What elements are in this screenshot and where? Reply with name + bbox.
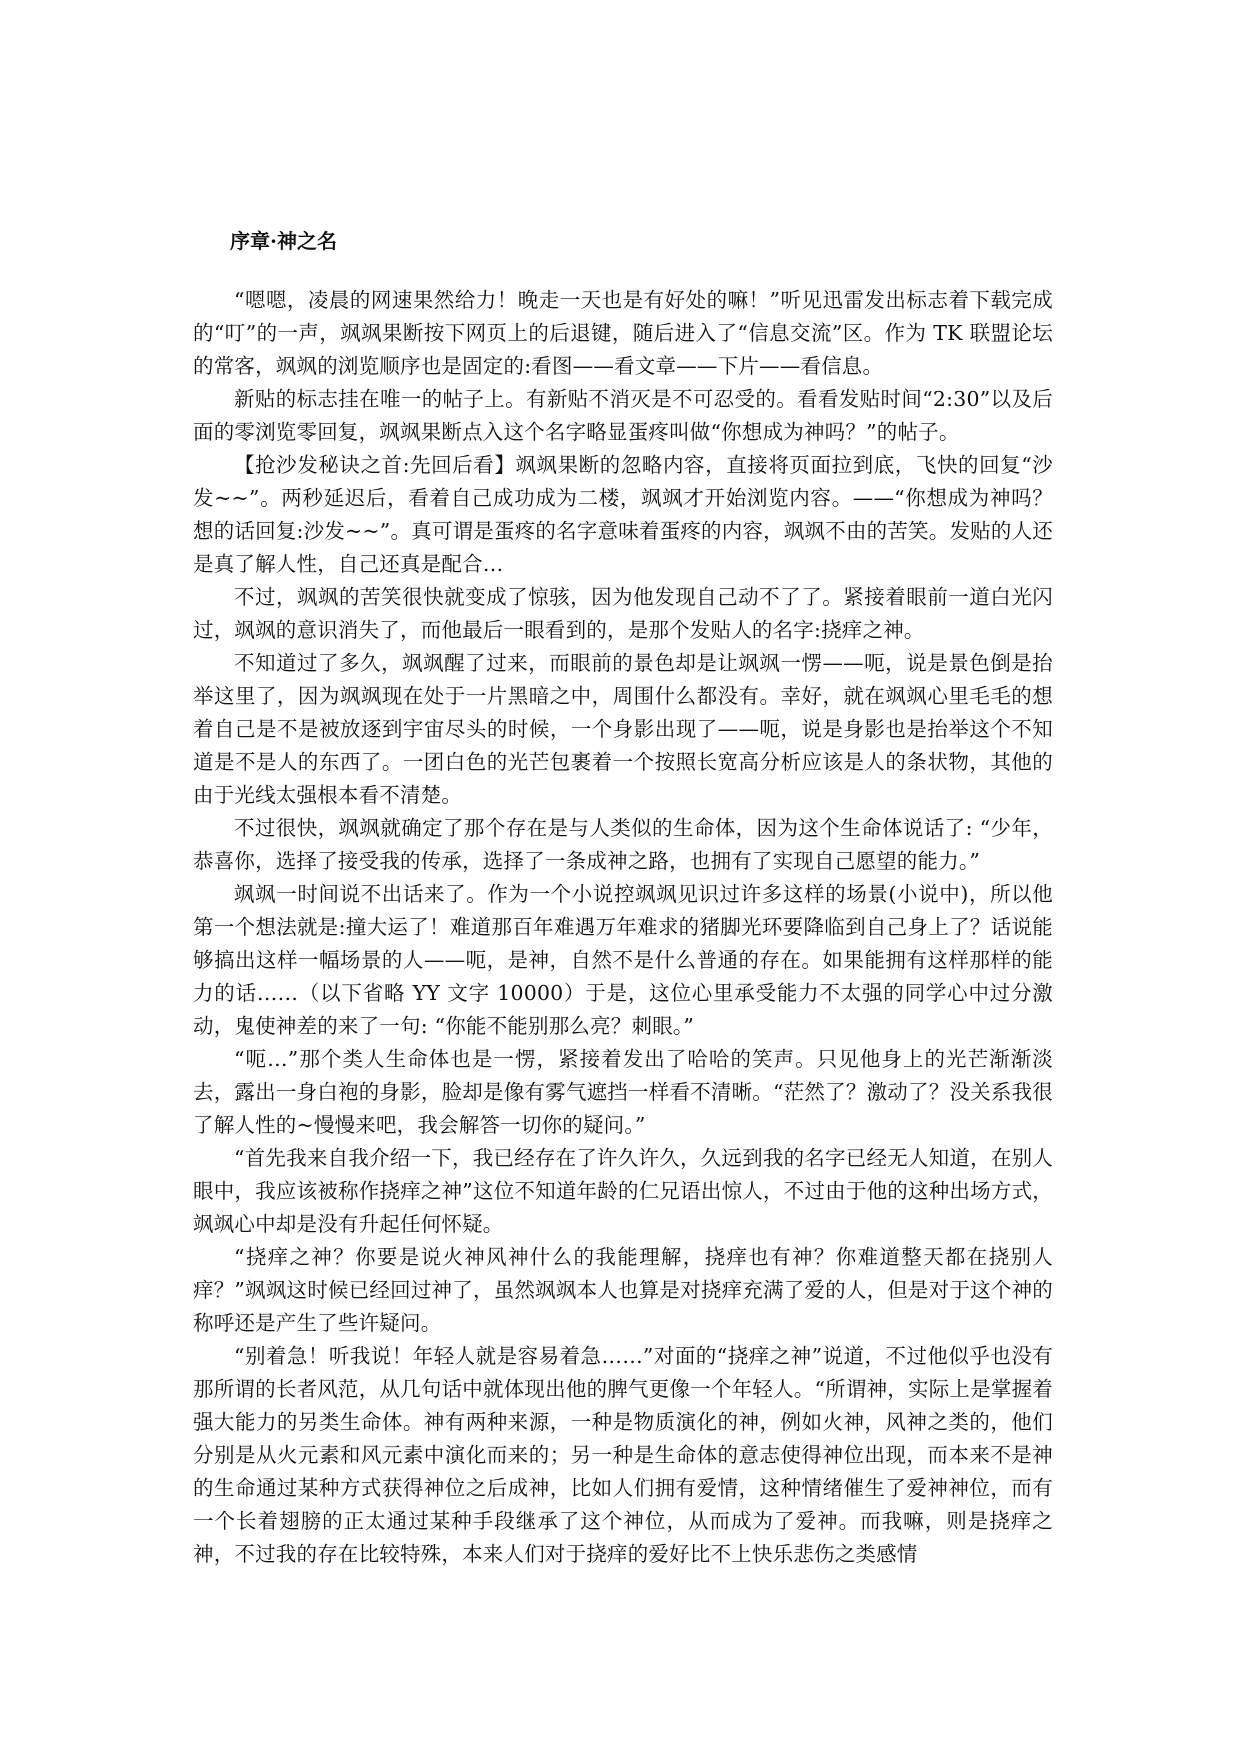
paragraph: “挠痒之神？你要是说火神风神什么的我能理解，挠痒也有神？你难道整天都在挠别人痒？”飒飒这时候已经回过神了，虽然飒飒本人也算是对挠痒充满了爱的人，但是对于这个神的称呼还是产生了些许疑问。 — [193, 1245, 1053, 1335]
paragraph: “别着急！听我说！年轻人就是容易着急……”对面的“挠痒之神”说道，不过他似乎也没有那所谓的长者风范，从几句话中就体现出他的脾气更像一个年轻人。“所谓神，实际上是掌握着强大能力的另类生命体。神有两种来源，一种是物质演化的神，例如火神，风神之类的，他们分别是从火元素和风元素中演化而来的；另一种是生命体的意志使得神位出现，而本来不是神的生命通过某种方式获得神位之后成神，比如人们拥有爱情，这种情绪催生了爱神神位，而有一个长着翅膀的正太通过某种手段继承了这个神位，从而成为了爱神。而我嘛，则是挠痒之神，不过我的存在比较特殊，本来人们对于挠痒的爱好比不上快乐悲伤之类感情 — [193, 1344, 1053, 1566]
paragraph: 【抢沙发秘诀之首:先回后看】飒飒果断的忽略内容，直接将页面拉到底，飞快的回复“沙发~~”。两秒延迟后，看着自己成功成为二楼，飒飒才开始浏览内容。——“你想成为神吗？想的话回复:沙发~~”。真可谓是蛋疼的名字意味着蛋疼的内容，飒飒不由的苦笑。发贴的人还是真了解人性，自己还真是配合… — [193, 453, 1053, 576]
paragraph: 不过，飒飒的苦笑很快就变成了惊骇，因为他发现自己动不了了。紧接着眼前一道白光闪过，飒飒的意识消失了，而他最后一眼看到的，是那个发贴人的名字:挠痒之神。 — [193, 585, 1053, 642]
paragraph: “呃…”那个类人生命体也是一愣，紧接着发出了哈哈的笑声。只见他身上的光芒渐渐淡去，露出一身白袍的身影，脸却是像有雾气遮挡一样看不清晰。“茫然了？激动了？没关系我很了解人性的~慢慢来吧，我会解答一切你的疑问。” — [193, 1047, 1053, 1137]
paragraph: 新贴的标志挂在唯一的帖子上。有新贴不消灭是不可忍受的。看看发贴时间“2:30”以及后面的零浏览零回复，飒飒果断点入这个名字略显蛋疼叫做“你想成为神吗？”的帖子。 — [193, 387, 1053, 444]
paragraph: 不过很快，飒飒就确定了那个存在是与人类似的生命体，因为这个生命体说话了: “少年，恭喜你，选择了接受我的传承，选择了一条成神之路，也拥有了实现自己愿望的能力。” — [193, 816, 1053, 873]
chapter-body — [193, 284, 1053, 1571]
paragraph: 不知道过了多久，飒飒醒了过来，而眼前的景色却是让飒飒一愣——呃，说是景色倒是抬举这里了，因为飒飒现在处于一片黑暗之中，周围什么都没有。幸好，就在飒飒心里毛毛的想着自己是不是被放逐到宇宙尽头的时候，一个身影出现了——呃，说是身影也是抬举这个不知道是不是人的东西了。一团白色的光芒包裹着一个按照长宽高分析应该是人的条状物，其他的由于光线太强根本看不清楚。 — [193, 651, 1053, 807]
paragraph: “首先我来自我介绍一下，我已经存在了许久许久，久远到我的名字已经无人知道，在别人眼中，我应该被称作挠痒之神”这位不知道年龄的仁兄语出惊人，不过由于他的这种出场方式，飒飒心中却是没有升起任何怀疑。 — [193, 1146, 1053, 1236]
paragraph: “嗯嗯，凌晨的网速果然给力！晚走一天也是有好处的嘛！”听见迅雷发出标志着下载完成的“叮”的一声，飒飒果断按下网页上的后退键，随后进入了“信息交流”区。作为 TK 联盟论坛的常客，飒飒的浏览顺序也是固定的:看图——看文章——下片——看信息。 — [193, 288, 1053, 378]
paragraph: 飒飒一时间说不出话来了。作为一个小说控飒飒见识过许多这样的场景(小说中)，所以他第一个想法就是:撞大运了！难道那百年难遇万年难求的猪脚光环要降临到自己身上了？话说能够搞出这样一幅场景的人——呃，是神，自然不是什么普通的存在。如果能拥有这样那样的能力的话……（以下省略 YY 文字 10000）于是，这位心里承受能力不太强的同学心中过分激动，鬼使神差的来了一句: “你能不能别那么亮？刺眼。” — [193, 882, 1053, 1038]
chapter-title: 序章·神之名 — [230, 229, 337, 253]
